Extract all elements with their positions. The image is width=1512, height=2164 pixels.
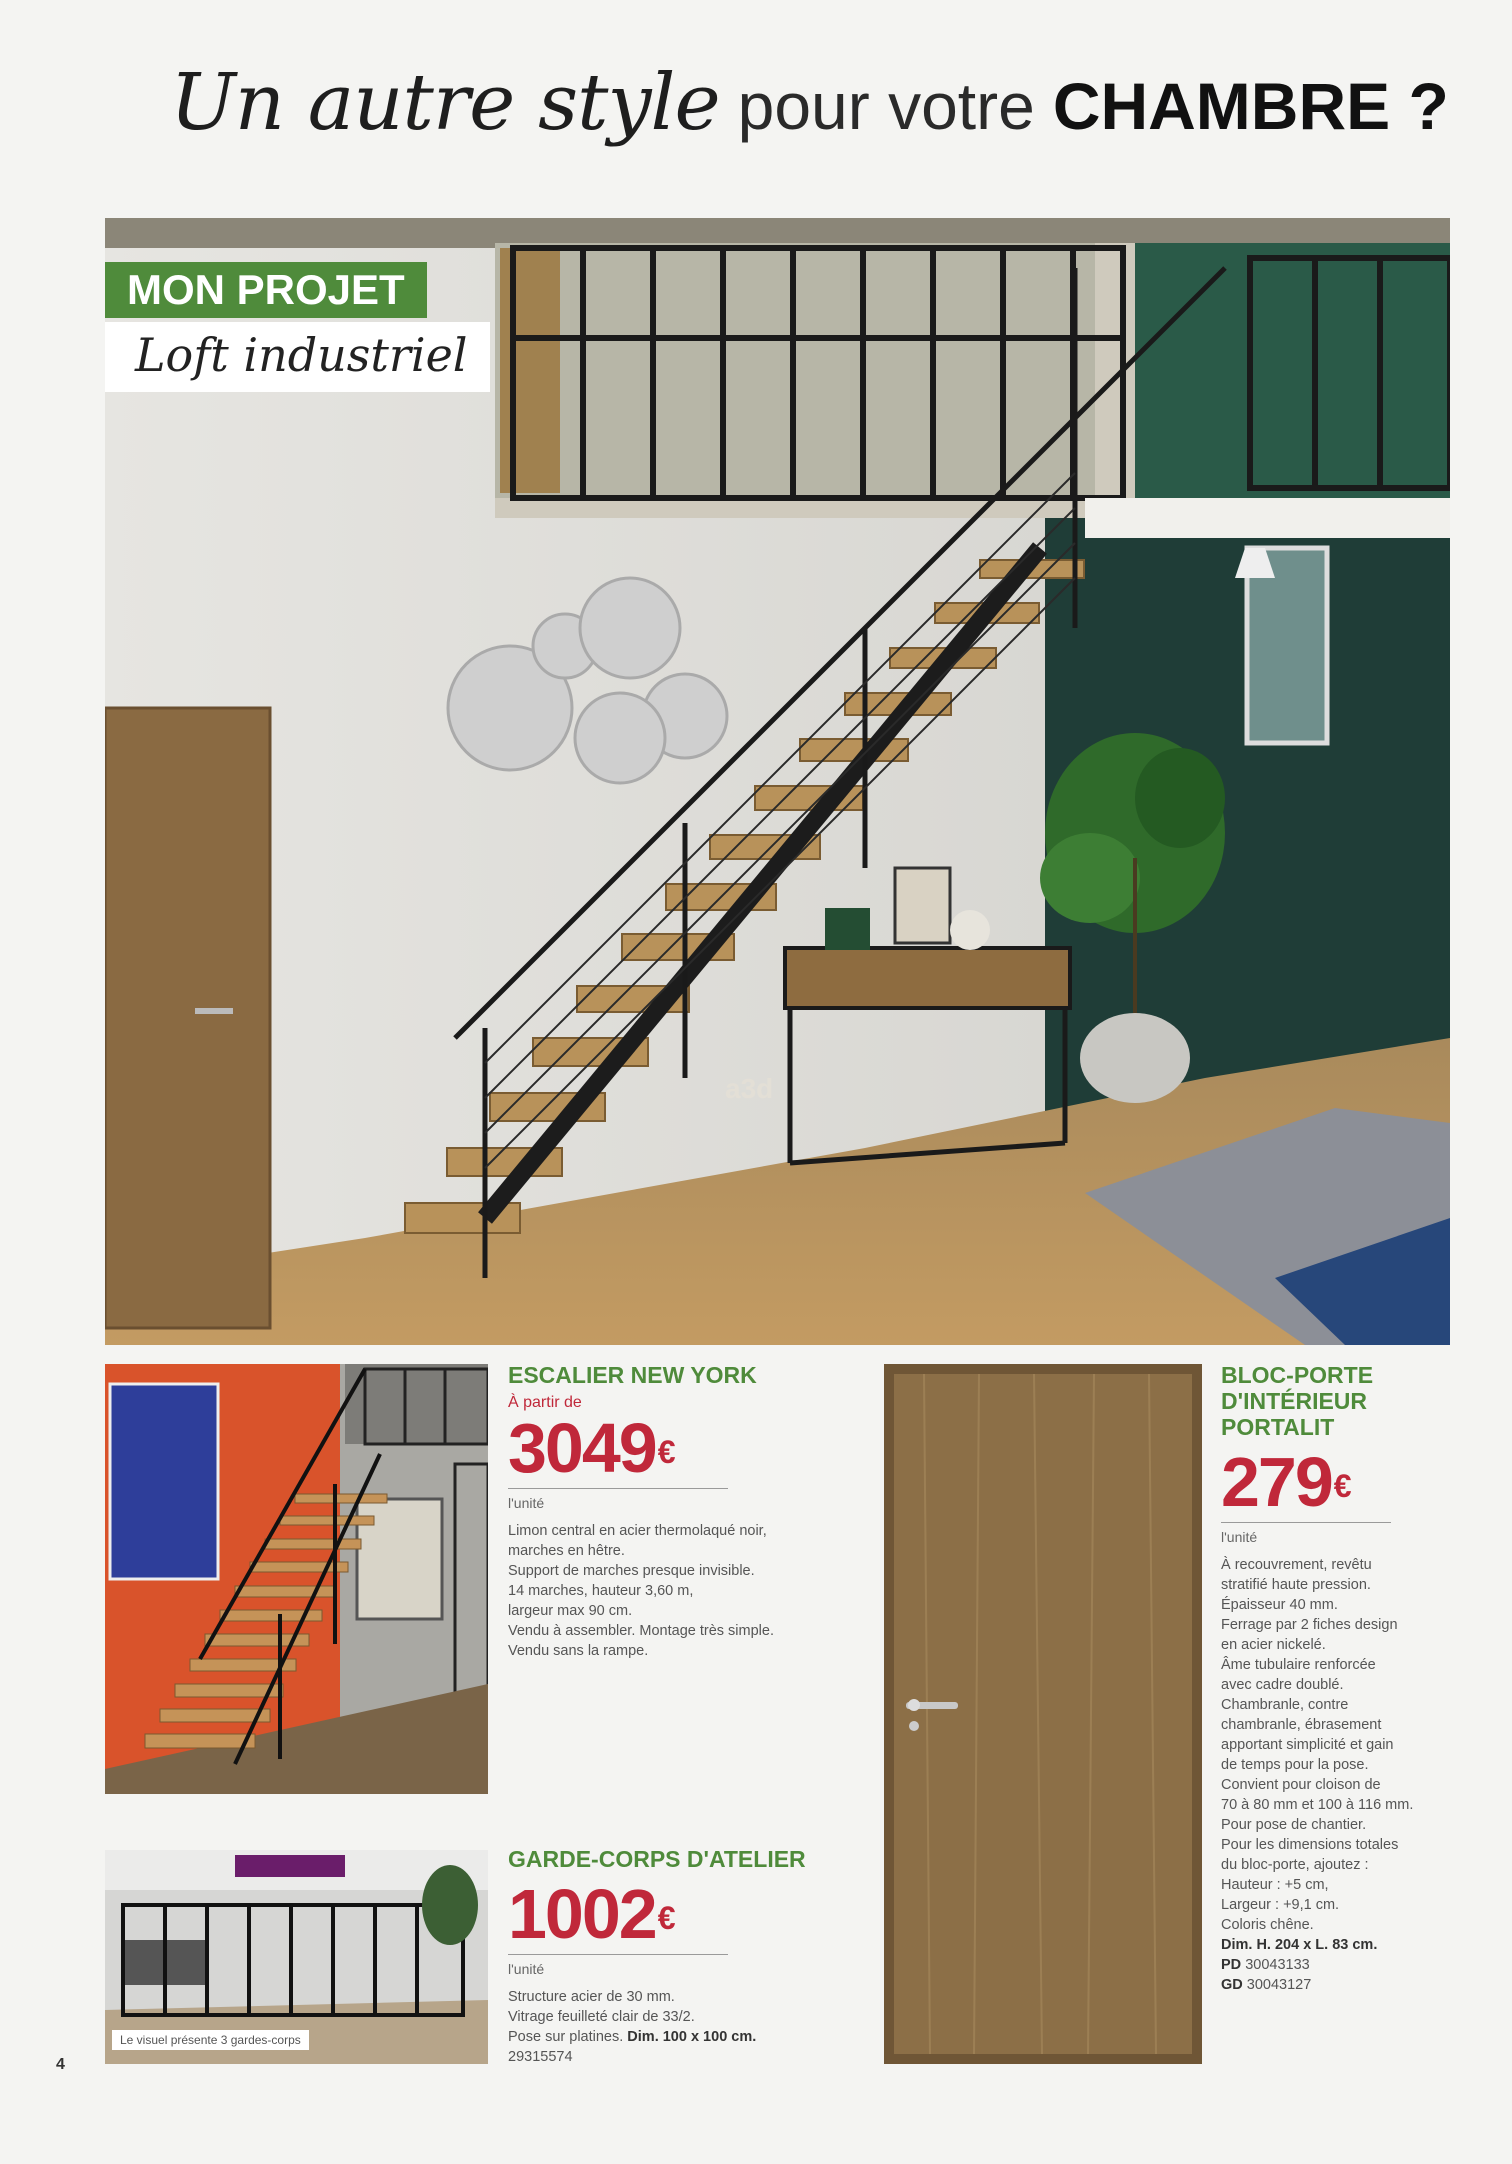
desc-line: en acier nickelé. [1221,1637,1326,1653]
price-currency: € [657,1434,674,1470]
desc-line: Ferrage par 2 fiches design [1221,1617,1398,1633]
project-tag [105,262,490,392]
hero-watermark: a3d [725,1073,774,1104]
desc-line: Limon central en acier thermolaqué noir, [508,1523,767,1539]
desc-line: chambranle, ébrasement [1221,1717,1382,1733]
price-value: 1002 [508,1875,656,1953]
project-tag-label: MON PROJET [105,262,427,318]
ref-label: GD [1221,1977,1243,1993]
desc-line: Vitrage feuilleté clair de 33/2. [508,2009,695,2025]
price-unit: l'unité [508,1961,545,1977]
ref-value: 30043127 [1246,1977,1312,1993]
price-unit: l'unité [508,1495,545,1511]
desc-dimensions: Dim. H. 204 x L. 83 cm. [1221,1937,1378,1953]
desc-line: Largeur : +9,1 cm. [1221,1897,1340,1913]
desc-line: Convient pour cloison de [1221,1777,1381,1793]
project-tag-script: Loft industriel [105,322,490,392]
page-number: 4 [56,2056,65,2073]
desc-line: Vendu sans la rampe. [508,1643,649,1659]
desc-line: Vendu à assembler. Montage très simple. [508,1623,774,1639]
desc-line: Épaisseur 40 mm. [1221,1597,1338,1613]
desc-line: marches en hêtre. [508,1543,625,1559]
desc-dimensions: Dim. 100 x 100 cm. [627,2029,757,2045]
title-script: Un autre style [170,58,720,148]
desc-line: de temps pour la pose. [1221,1757,1369,1773]
product-description [508,1987,838,2067]
desc-line: Pour les dimensions totales [1221,1837,1399,1853]
product-reference-gd [1221,1975,1471,1995]
title-plain: pour votre [737,69,1035,143]
product-reference: 29315574 [508,2049,573,2065]
price-unit: l'unité [1221,1529,1258,1545]
product-description [1221,1555,1471,1995]
product-price [508,1875,674,1953]
desc-line: largeur max 90 cm. [508,1603,633,1619]
product-title-line: PORTALIT [1221,1414,1335,1440]
product-description [508,1521,838,1661]
desc-line: Hauteur : +5 cm, [1221,1877,1329,1893]
product-escalier [508,1362,838,1661]
desc-line: À recouvrement, revêtu [1221,1557,1372,1573]
price-divider [508,1954,728,1955]
product-title: ESCALIER NEW YORK [508,1362,757,1388]
desc-line: Support de marches presque invisible. [508,1563,755,1579]
product-garde-corps [508,1846,838,2067]
desc-line: 70 à 80 mm et 100 à 116 mm. [1221,1797,1414,1813]
desc-line: Structure acier de 30 mm. [508,1989,675,2005]
desc-line [508,2027,838,2047]
product-title-line: BLOC-PORTE [1221,1362,1374,1388]
desc-line: Chambranle, contre [1221,1697,1349,1713]
desc-line: stratifié haute pression. [1221,1577,1371,1593]
title-bold: CHAMBRE ? [1052,69,1449,143]
product-price [1221,1443,1350,1521]
price-currency: € [657,1900,674,1936]
desc-line: Âme tubulaire renforcée [1221,1657,1376,1673]
staircase-photo [105,1364,488,1794]
page-title [170,58,1449,168]
desc-line: avec cadre doublé. [1221,1677,1344,1693]
price-prefix: À partir de [508,1394,582,1411]
price-value: 279 [1221,1443,1332,1521]
door-photo [884,1364,1202,2064]
ref-value: 30043133 [1245,1957,1310,1973]
product-bloc-porte [1221,1362,1471,1995]
product-title: GARDE-CORPS D'ATELIER [508,1846,806,1872]
price-currency: € [1333,1468,1350,1504]
desc-line: apportant simplicité et gain [1221,1737,1394,1753]
price-divider [1221,1522,1391,1523]
railing-caption: Le visuel présente 3 gardes-corps [112,2030,309,2050]
price-value: 3049 [508,1409,656,1487]
product-title-line: D'INTÉRIEUR [1221,1388,1368,1414]
desc-line: 14 marches, hauteur 3,60 m, [508,1583,694,1599]
desc-line: du bloc-porte, ajoutez : [1221,1857,1369,1873]
product-reference-pd [1221,1955,1471,1975]
product-price [508,1409,674,1487]
desc-line: Coloris chêne. [1221,1917,1314,1933]
price-divider [508,1488,728,1489]
desc-pose: Pose sur platines. [508,2029,628,2045]
ref-label: PD [1221,1957,1242,1973]
desc-line: Pour pose de chantier. [1221,1817,1367,1833]
